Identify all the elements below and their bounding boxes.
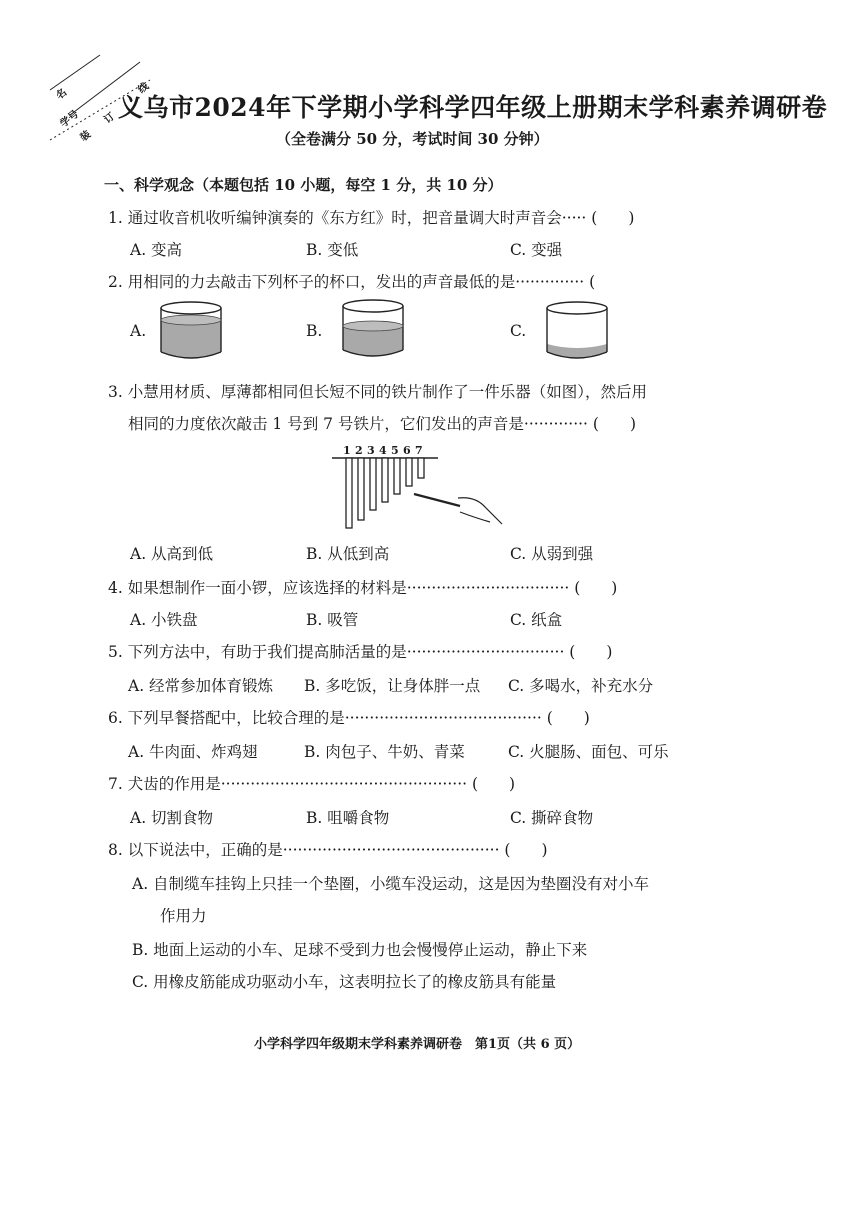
margin-label-xian: 线 [136,80,152,96]
question-3-option-a[interactable]: A. 从高到低 [130,545,214,563]
question-6-option-b[interactable]: B. 肉包子、牛奶、青菜 [304,743,465,761]
question-2-stem: 2. 用相同的力去敲击下列杯子的杯口，发出的声音最低的是·············· ( [108,273,596,291]
question-4-option-c[interactable]: C. 纸盒 [510,611,563,629]
bar-number-1: 1 [343,444,351,457]
question-2-option-c[interactable]: C. [510,322,527,340]
question-4-option-b[interactable]: B. 吸管 [306,611,359,629]
question-5-stem: 5. 下列方法中，有助于我们提高肺活量的是································ ( ) [108,643,613,661]
exam-subtitle: （全卷满分 50 分，考试时间 30 分钟） [276,130,549,148]
cup-a-icon [158,300,228,362]
question-1-option-a[interactable]: A. 变高 [130,241,183,259]
question-7-option-b[interactable]: B. 咀嚼食物 [306,809,390,827]
cup-b-icon [340,298,410,360]
question-8-stem: 8. 以下说法中，正确的是············································ ( ) [108,841,548,859]
margin-label-id: 学号 [58,108,81,130]
question-8-option-b[interactable]: B. 地面上运动的小车、足球不受到力也会慢慢停止运动，静止下来 [132,941,588,959]
question-5-option-b[interactable]: B. 多吃饭，让身体胖一点 [304,677,481,695]
question-7-option-c[interactable]: C. 撕碎食物 [510,809,594,827]
section-heading: 一、科学观念（本题包括 10 小题，每空 1 分，共 10 分） [104,176,503,194]
question-7-option-a[interactable]: A. 切割食物 [130,809,214,827]
question-3-stem-line2: 相同的力度依次敲击 1 号到 7 号铁片，它们发出的声音是············· ( ) [128,415,637,433]
question-3-stem-line1: 3. 小慧用材质、厚薄都相同但长短不同的铁片制作了一件乐器（如图），然后用 [108,383,647,401]
question-8-option-c[interactable]: C. 用橡皮筋能成功驱动小车，这表明拉长了的橡皮筋具有能量 [132,973,557,991]
question-8-option-a[interactable]: A. 自制缆车挂钩上只挂一个垫圈，小缆车没运动，这是因为垫圈没有对小车 [132,875,650,893]
margin-label-name: 名 [54,86,70,102]
question-2-option-b[interactable]: B. [306,322,323,340]
bar-number-2: 2 [355,444,363,457]
exam-title: 义乌市2024年下学期小学科学四年级上册期末学科素养调研卷 [118,93,828,122]
bar-number-3: 3 [367,444,375,457]
cup-c-icon [544,300,614,362]
question-4-option-a[interactable]: A. 小铁盘 [130,611,198,629]
question-6-option-a[interactable]: A. 牛肉面、炸鸡翅 [128,743,258,761]
bar-number-5: 5 [391,444,399,457]
page-footer: 小学科学四年级期末学科素养调研卷 第1页（共 6 页） [254,1037,581,1052]
question-1-option-b[interactable]: B. 变低 [306,241,359,259]
question-3-option-c[interactable]: C. 从弱到强 [510,545,594,563]
question-6-stem: 6. 下列早餐搭配中，比较合理的是········································ ( ) [108,709,590,727]
margin-label-zhuang: 装 [78,128,94,144]
question-2-option-a[interactable]: A. [130,322,147,340]
question-6-option-c[interactable]: C. 火腿肠、面包、可乐 [508,743,669,761]
question-5-option-c[interactable]: C. 多喝水，补充水分 [508,677,654,695]
question-8-option-a-cont: 作用力 [160,907,207,925]
bar-number-4: 4 [379,444,387,457]
question-7-stem: 7. 犬齿的作用是·················································· ( ) [108,775,516,793]
bar-number-6: 6 [403,444,411,457]
question-1-stem: 1. 通过收音机收听编钟演奏的《东方红》时，把音量调大时声音会····· ( ) [108,209,635,227]
question-3-option-b[interactable]: B. 从低到高 [306,545,390,563]
question-1-option-c[interactable]: C. 变强 [510,241,563,259]
margin-label-ding: 订 [102,110,118,126]
question-5-option-a[interactable]: A. 经常参加体育锻炼 [128,677,274,695]
question-4-stem: 4. 如果想制作一面小锣，应该选择的材料是································· ( ) [108,579,618,597]
bar-number-7: 7 [415,444,423,457]
